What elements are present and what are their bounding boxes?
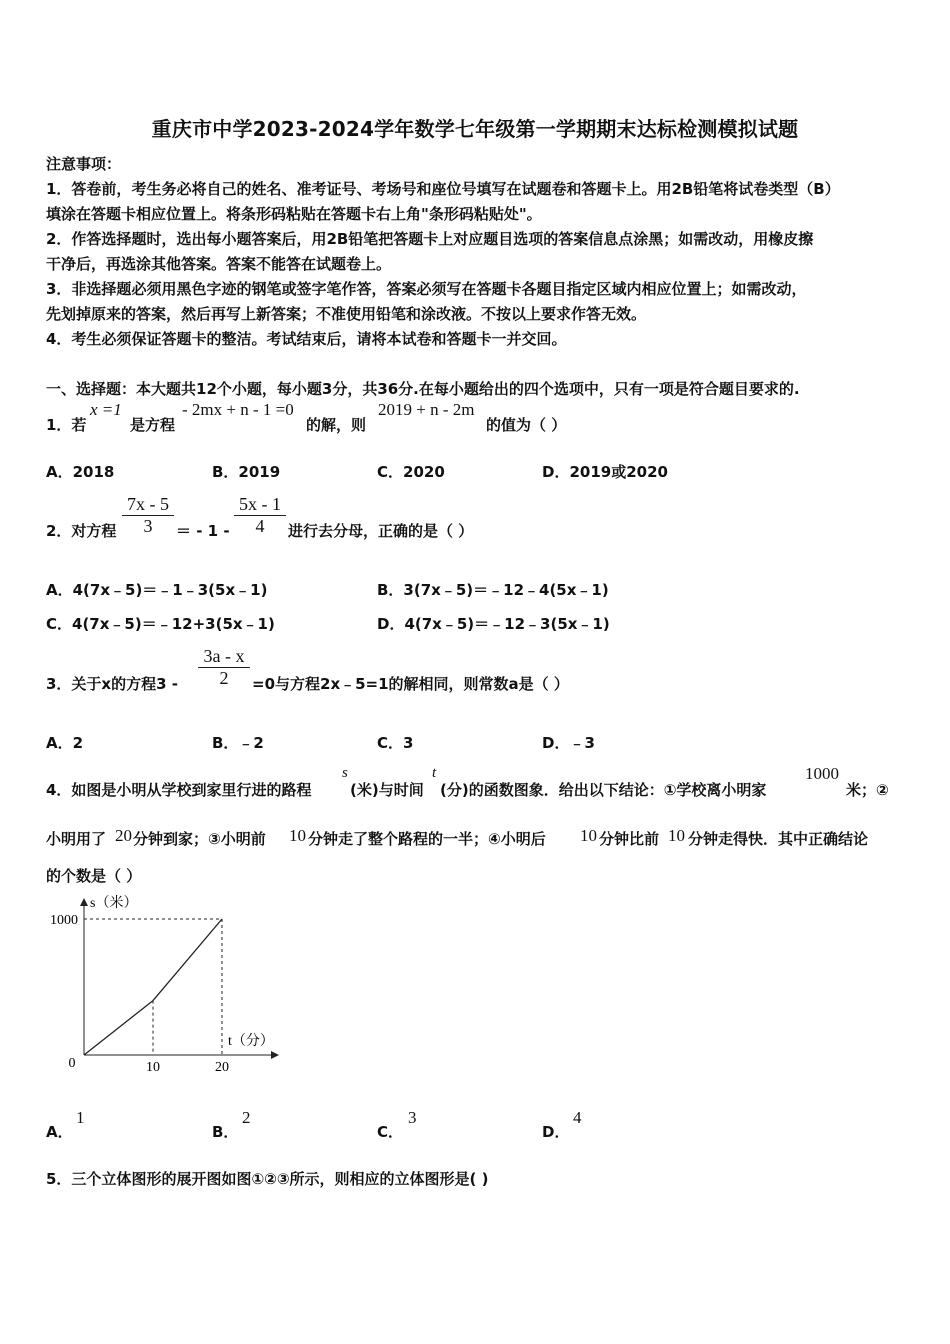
q3-fraction-numerator: 3a - x xyxy=(198,646,250,668)
q1-option-c[interactable]: C．2020 xyxy=(377,463,445,481)
q1-option-a[interactable]: A．2018 xyxy=(46,463,115,481)
q4-line2-c: 分钟走了整个路程的一半；④小明后 xyxy=(308,830,546,848)
q4-line2-b: 分钟到家；③小明前 xyxy=(133,830,266,848)
q4-math-1000: 1000 xyxy=(805,764,839,783)
notice-line: 先划掉原来的答案，然后再写上新答案；不准使用铅笔和涂改液。不按以上要求作答无效。 xyxy=(46,305,647,323)
y-tick-label-1000: 1000 xyxy=(50,913,78,928)
notice-line: 干净后，再选涂其他答案。答案不能答在试题卷上。 xyxy=(46,255,392,273)
q4-option-d-label[interactable]: D． xyxy=(542,1123,570,1141)
q3-fraction xyxy=(198,646,250,689)
section-heading: 一、选择题：本大题共12个小题，每小题3分，共36分.在每小题给出的四个选项中，只有一项是符合题目要求的. xyxy=(46,380,800,398)
q1-text-3: 的解，则 xyxy=(306,416,367,434)
q1-text-2: 是方程 xyxy=(130,416,176,434)
q4-text-4: 米；② xyxy=(846,781,889,799)
q4-option-b-label[interactable]: B． xyxy=(212,1123,239,1141)
q2-option-c[interactable]: C．4(7x﹣5)＝﹣12+3(5x﹣1) xyxy=(46,615,275,633)
distance-time-graph xyxy=(30,885,290,1085)
q2-fraction-1 xyxy=(122,494,174,537)
q4-option-c-value[interactable]: 3 xyxy=(408,1108,417,1127)
q4-math-s: s xyxy=(342,765,348,781)
notice-line: 3．非选择题必须用黑色字迹的钢笔或签字笔作答，答案必须写在答题卡各题目指定区域内相应位置上；如需改动， xyxy=(46,280,807,298)
q4-option-d-value[interactable]: 4 xyxy=(573,1108,582,1127)
q2-text-1: 2．对方程 xyxy=(46,522,117,540)
q2-fraction-2 xyxy=(234,494,286,537)
q3-text-1: 3．关于x的方程3 - xyxy=(46,675,178,693)
q1-math-x: x =1 xyxy=(90,400,122,419)
x-tick-label-20: 20 xyxy=(215,1060,229,1075)
notice-line: 4．考生必须保证答题卡的整洁。考试结束后，请将本试卷和答题卡一并交回。 xyxy=(46,330,567,348)
q4-option-a-label[interactable]: A． xyxy=(46,1123,73,1141)
q4-math-10b: 10 xyxy=(580,826,597,845)
q4-option-c-label[interactable]: C． xyxy=(377,1123,404,1141)
q4-line2-a: 小明用了 xyxy=(46,830,107,848)
page-title: 重庆市中学2023-2024学年数学七年级第一学期期末达标检测模拟试题 xyxy=(151,117,799,141)
notice-heading: 注意事项： xyxy=(46,155,122,173)
y-axis-label: s（米） xyxy=(90,896,138,911)
q4-text-1: 4．如图是小明从学校到家里行进的路程 xyxy=(46,781,312,799)
q3-option-d[interactable]: D．﹣3 xyxy=(542,734,595,752)
x-tick-label-10: 10 xyxy=(146,1060,160,1075)
q4-text-2: (米)与时间 xyxy=(350,781,424,799)
q2-option-d[interactable]: D．4(7x﹣5)＝﹣12﹣3(5x﹣1) xyxy=(377,615,610,633)
q3-fraction-denominator: 2 xyxy=(219,668,229,688)
q2-fraction-2-denominator: 4 xyxy=(255,516,265,536)
q3-option-a[interactable]: A．2 xyxy=(46,734,84,752)
q3-text-2: =0与方程2x﹣5=1的解相同，则常数a是（ ） xyxy=(252,675,569,693)
series-segment-1 xyxy=(84,1001,153,1055)
q4-line2-d: 分钟比前 xyxy=(599,830,660,848)
x-axis-label: t（分） xyxy=(228,1034,274,1049)
notice-line: 填涂在答题卡相应位置上。将条形码粘贴在答题卡右上角"条形码粘贴处"。 xyxy=(46,205,542,223)
notice-line: 2．作答选择题时，选出每小题答案后，用2B铅笔把答题卡上对应题目选项的答案信息点涂黑；如需改动，用橡皮擦 xyxy=(46,230,814,248)
q3-option-c[interactable]: C．3 xyxy=(377,734,414,752)
q4-option-b-value[interactable]: 2 xyxy=(242,1108,251,1127)
q4-text-3: (分)的函数图象．给出以下结论：①学校离小明家 xyxy=(440,781,767,799)
q2-option-b[interactable]: B．3(7x﹣5)＝﹣12﹣4(5x﹣1) xyxy=(377,581,609,599)
notice-line: 1．答卷前，考生务必将自己的姓名、准考证号、考场号和座位号填写在试题卷和答题卡上。用2B铅笔将试卷类型（B） xyxy=(46,180,840,198)
q1-math-expression: 2019 + n - 2m xyxy=(378,400,475,419)
q2-text-3: 进行去分母，正确的是（ ） xyxy=(288,522,474,540)
q1-text-4: 的值为（ ） xyxy=(486,416,567,434)
x-tick-label-0: 0 xyxy=(68,1056,76,1071)
q4-option-a-value[interactable]: 1 xyxy=(76,1108,85,1127)
q4-math-t: t xyxy=(432,765,437,781)
q2-fraction-1-denominator: 3 xyxy=(143,516,153,536)
series-segment-2 xyxy=(153,919,222,1001)
q4-math-10c: 10 xyxy=(668,826,685,845)
q1-text-1: 1．若 xyxy=(46,416,87,434)
q2-fraction-2-numerator: 5x - 1 xyxy=(234,494,286,516)
q2-fraction-1-numerator: 7x - 5 xyxy=(122,494,174,516)
q4-line3: 的个数是（ ） xyxy=(46,867,142,885)
q4-math-20: 20 xyxy=(115,826,132,845)
q4-math-10a: 10 xyxy=(289,826,306,845)
question-5: 5．三个立体图形的展开图如图①②③所示，则相应的立体图形是( ) xyxy=(46,1170,489,1188)
q2-option-a[interactable]: A．4(7x﹣5)＝﹣1﹣3(5x﹣1) xyxy=(46,581,268,599)
q1-option-b[interactable]: B．2019 xyxy=(212,463,281,481)
q3-option-b[interactable]: B．﹣2 xyxy=(212,734,264,752)
q4-line2-e: 分钟走得快．其中正确结论 xyxy=(688,830,869,848)
q1-math-equation: - 2mx + n - 1 =0 xyxy=(182,400,294,419)
q1-option-d[interactable]: D．2019或2020 xyxy=(542,463,668,481)
q2-text-2: ＝ - 1 - xyxy=(176,522,230,540)
